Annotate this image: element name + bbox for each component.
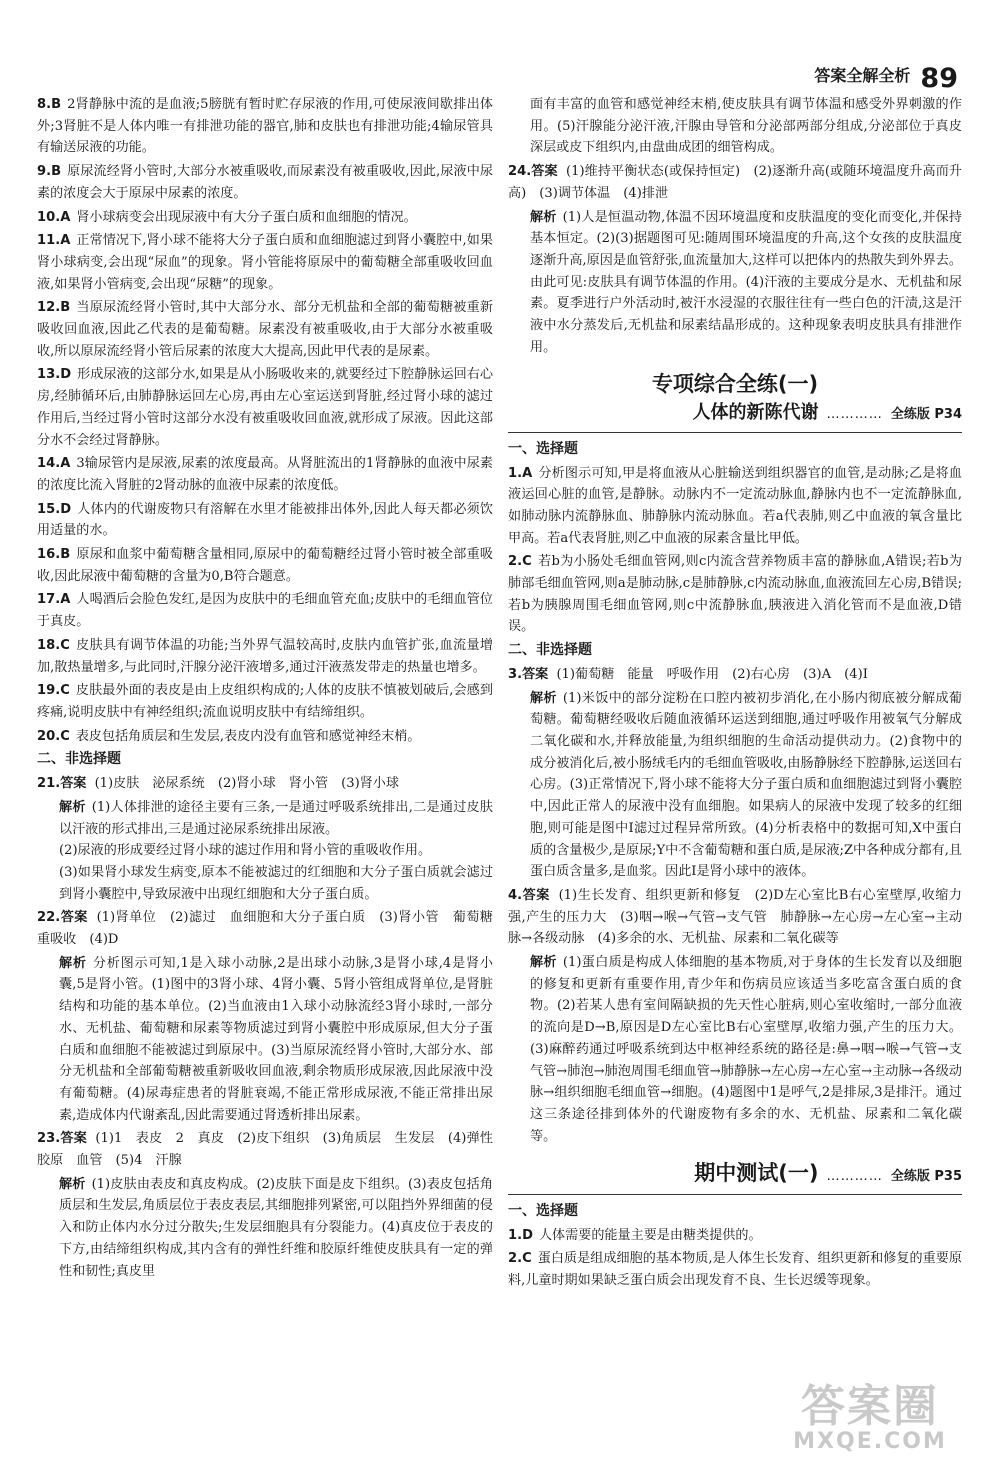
list-item <box>508 551 962 638</box>
question-number: 17.A <box>37 592 71 608</box>
special-practice-subtitle-row <box>508 402 962 426</box>
list-item <box>37 364 493 451</box>
explanation-label: 解析 <box>530 690 557 706</box>
question-number: 1.A <box>508 465 533 481</box>
explanation-label: 解析 <box>530 209 557 225</box>
explanation-label: 解析 <box>59 1176 86 1192</box>
question-number: 9.B <box>37 164 62 180</box>
q23-explanation: 解析 (1)皮肤由表皮和真皮构成。(2)皮肤下面是皮下组织。(3)表皮包括角质层和生发层,角质层位于表皮表层,其细胞排列紧密,可以阻挡外界细菌的侵入和防止体内水分过分散失;生发层细胞具有分裂能力。(4)真皮位于表皮的下方,由结缔组织构成,其内含有的弹性纤维和胶原纤维使皮肤具有一定的弹性和韧性;真皮里 <box>59 1176 493 1279</box>
page-header <box>814 52 958 92</box>
item-text: 原尿流经肾小管时,大部分水被重吸收,而尿素没有被重吸收,因此,尿液中尿素的浓度会大于原尿中尿素的浓度。 <box>37 164 493 201</box>
midterm-heading-row <box>508 1163 962 1188</box>
answer-label: 答案 <box>60 776 87 792</box>
midterm-title: 期中测试(一) <box>694 1161 819 1186</box>
q22-explanation: 解析 分析图示可知,1是入球小动脉,2是出球小动脉,3是肾小球,4是肾小囊,5是肾小管。(1)图中的3肾小球、4肾小囊、5肾小管组成肾单位,是肾脏结构和功能的基本单位。(2)当血液由1入球小动脉流经3肾小球时,一部分水、无机盐、葡萄糖和尿素等物质滤过到肾小囊腔中形成原尿,但大分子蛋白质和血细胞不能被滤过到原尿中。(3)当原尿流经肾小管时,大部分水、部分无机盐和全部葡萄糖被重新吸收回血液,剩余物质形成尿液,因此尿液中没有葡萄糖。(4)尿毒症患者的肾脏衰竭,不能正常形成尿液,不能正常排出尿素,造成体内代谢紊乱,因此需要通过肾透析排出尿素。 <box>59 955 493 1123</box>
question-number: 18.C <box>37 637 70 653</box>
list-item <box>508 463 962 550</box>
answer-label: 答案 <box>60 910 88 926</box>
answer-label: 答案 <box>522 887 550 903</box>
question-number: 8.B <box>37 97 62 112</box>
list-item <box>37 680 493 723</box>
list-item <box>37 453 493 496</box>
item-text: 当原尿流经肾小管时,其中大部分水、部分无机盐和全部的葡萄糖被重新吸收回血液,因此乙代表的是葡萄糖。尿素没有被重吸收,由于大部分水被重吸收,所以原尿流经肾小管后尿素的浓度大大提高,因此甲代表的是尿素。 <box>37 300 493 359</box>
page-reference: 全练版 P34 <box>890 407 962 423</box>
question-number: 11.A <box>37 233 71 249</box>
list-item <box>37 94 493 159</box>
item-text: 蛋白质是组成细胞的基本物质,是人体生长发育、组织更新和修复的重要原料,儿童时期如果缺乏蛋白质会出现发育不良、生长迟缓等现象。 <box>508 1251 962 1289</box>
question-number: 1.D <box>508 1227 533 1243</box>
answer-label: 答案 <box>531 164 558 180</box>
item-text: 原尿和血浆中葡萄糖含量相同,原尿中的葡萄糖经过肾小管时被全部重吸收,因此尿液中葡萄糖的含量为0,B符合题意。 <box>37 547 493 584</box>
item-text: 肾小球病变会出现尿液中有大分子蛋白质和血细胞的情况。 <box>76 209 417 225</box>
item-text: 正常情况下,肾小球不能将大分子蛋白质和血细胞滤过到肾小囊腔中,如果肾小球病变,会出现“尿血”的现象。肾小管能将原尿中的葡萄糖全部重吸收回血液,如果肾小管病变,会出现“尿糖”的现象。 <box>37 233 493 292</box>
item-text: 形成尿液的这部分水,如果是从小肠吸收来的,就要经过下腔静脉运回右心房,经肺循环后,由肺静脉运回左心房,再由左心室运送到肾脏,经过肾小球的滤过作用后,当经过肾小管时这部分水没有被重吸收回血液,就形成了尿液。因此这部分水不会经过肾静脉。 <box>37 367 493 448</box>
q21-answer: 21.答案 (1)皮肤 泌尿系统 (2)肾小球 肾小管 (3)肾小球 <box>37 776 399 792</box>
section-heading-nonchoice: 二、非选择题 <box>37 751 121 768</box>
leader-dots: ………… <box>826 1169 883 1185</box>
special-practice-subtitle: 人体的新陈代谢 <box>692 402 819 424</box>
list-item <box>37 589 493 632</box>
q24-explanation: 解析 (1)人是恒温动物,体温不因环境温度和皮肤温度的变化而变化,并保持基本恒定。(2)(3)据题图可见:随周围环境温度的升高,这个女孩的皮肤温度逐渐升高,原因是血管舒张,血流量加大,这样可以把体内的热散失到外界去。由此可见:皮肤具有调节体温的作用。(4)汗液的主要成分是水、无机盐和尿素。夏季进行户外活动时,被汗水浸湿的衣服往往有一些白色的汗渍,这是汗液中水分蒸发后,无机盐和尿素结晶形成的。这种现象表明皮肤具有排泄作用。 <box>530 209 963 355</box>
answer-label: 答案 <box>60 1131 88 1147</box>
special-q3-answer: 3.答案 (1)葡萄糖 能量 呼吸作用 (2)右心房 (3)A (4)Ⅰ <box>508 666 868 682</box>
list-item <box>37 161 493 204</box>
item-text: 人体内的代谢废物只有溶解在水里才能被排出体外,因此人每天都必须饮用适量的水。 <box>37 501 493 539</box>
question-number: 14.A <box>37 456 71 472</box>
list-item <box>508 1225 962 1247</box>
item-text: 分析图示可知,甲是将血液从心脏输送到组织器官的血管,是动脉;乙是将血液运回心脏的血管,是静脉。动脉内不一定流动脉血,静脉内也不一定流静脉血,如肺动脉内流静脉血、肺静脉内流动脉血。若a代表肺,则乙中血液的氧含量比甲高。若a代表肾脏,则乙中血液的尿素含量比甲低。 <box>508 465 962 546</box>
watermark-logo <box>780 1381 960 1455</box>
item-text: 皮肤具有调节体温的功能;当外界气温较高时,皮肤内血管扩张,血流量增加,散热量增多,与此同时,汗腺分泌汗液增多,通过汗液蒸发带走的热量也增多。 <box>37 637 493 675</box>
list-item <box>37 635 493 678</box>
special-choice-list <box>508 463 962 639</box>
right-column <box>508 94 962 1294</box>
question-number: 16.B <box>37 547 71 563</box>
section-heading-choice: 一、选择题 <box>508 440 578 457</box>
question-number: 2.C <box>508 1251 532 1267</box>
special-q3-explanation: 解析 (1)米饭中的部分淀粉在口腔内被初步消化,在小肠内彻底被分解成葡萄糖。葡萄糖经吸收后随血液循环运送到细胞,通过呼吸作用被氧气分解成二氧化碳和水,并释放能量,为组织细胞的生命活动提供动力。(2)食物中的成分被消化后,被小肠绒毛内的毛细血管吸收,由肠静脉经下腔静脉,运送回右心房。(3)正常情况下,肾小球不能将大分子蛋白质和血细胞滤过到肾小囊腔中,因此正常人的尿液中没有血细胞。如果病人的尿液中发现了较多的红细胞,则可能是图中Ⅰ滤过过程异常所致。(4)分析表格中的数据可知,X中蛋白质的含量极少,是原尿;Y中不含葡萄糖和蛋白质,是尿液;Z中各种成分都有,且蛋白质含量多,是血浆。因此Ⅰ是肾小球中的液体。 <box>530 690 963 880</box>
special-q4-answer: 4.答案 (1)生长发育、组织更新和修复 (2)D左心室比B右心室壁厚,收缩力强,产生的压力大 (3)咽→喉→气管→支气管 肺静脉→左心房→左心室→主动脉→各级动脉 (4)多余的水、无机盐、尿素和二氧化碳等 <box>508 887 962 947</box>
midterm-choice-list <box>508 1225 962 1292</box>
leader-dots: ………… <box>826 407 883 423</box>
question-number: 20.C <box>37 728 70 744</box>
special-practice-title: 专项综合全练(一) <box>651 372 819 397</box>
divider <box>508 432 962 433</box>
watermark-text: 答案圈 <box>801 1381 939 1432</box>
list-item <box>508 1248 962 1291</box>
watermark-url: MXQE.COM <box>793 1429 947 1454</box>
question-number: 19.C <box>37 683 70 699</box>
question-number: 12.B <box>37 300 71 316</box>
question-number: 13.D <box>37 367 72 383</box>
q24-answer: 24.答案 (1)维持平衡状态(或保持恒定) (2)逐渐升高(或随环境温度升高而升高) (3)调节体温 (4)排泄 <box>508 164 963 201</box>
q21-explanation: 解析 (1)人体排泄的途径主要有三条,一是通过呼吸系统排出,二是通过皮肤以汗液的形式排出,三是通过泌尿系统排出尿液。 (2)尿液的形成要经过肾小球的滤过作用和肾小管的重吸收作用。 (3)如果肾小球发生病变,原本不能被滤过的红细胞和大分子蛋白质就会滤过到肾小囊腔中,导致尿液中出现红细胞和大分子蛋白质。 <box>59 799 494 902</box>
explanation-label: 解析 <box>530 955 557 971</box>
item-text: 3输尿管内是尿液,尿素的浓度最高。从肾脏流出的1肾静脉的血液中尿素的浓度比流入肾脏的2肾动脉的血液中尿素的浓度低。 <box>37 456 493 493</box>
list-item <box>37 726 493 748</box>
q23-explanation-continued: 面有丰富的血管和感觉神经末梢,使皮肤具有调节体温和感受外界刺激的作用。(5)汗腺能分泌汗液,汗腺由导管和分泌部两部分组成,分泌部位于真皮深层或皮下组织内,由盘曲成团的细管构成。 <box>530 97 962 156</box>
q22-answer: 22.答案 (1)肾单位 (2)滤过 血细胞和大分子蛋白质 (3)肾小管 葡萄糖 重吸收 (4)D <box>37 910 507 948</box>
page-reference: 全练版 P35 <box>890 1169 962 1185</box>
list-item <box>37 230 493 295</box>
list-item <box>37 499 493 542</box>
explanation-label: 解析 <box>59 955 87 971</box>
item-text: 若b为小肠处毛细血管网,则c内流含营养物质丰富的静脉血,A错误;若b为肺部毛细血管网,则a是肺动脉,c是肺静脉,c内流动脉血,血液流回左心房,B错误;若b为胰腺周围毛细血管网,则c中流静脉血,胰液进入消化管而不是血液,D错误。 <box>508 554 962 635</box>
item-text: 人体需要的能量主要是由糖类提供的。 <box>538 1227 762 1243</box>
list-item <box>37 297 493 362</box>
section-heading-choice: 一、选择题 <box>508 1203 578 1220</box>
section-heading-nonchoice: 二、非选择题 <box>508 642 592 659</box>
page-number: 89 <box>920 63 958 94</box>
question-number: 15.D <box>37 501 72 517</box>
item-text: 表皮包括角质层和生发层,表皮内没有血管和感觉神经末梢。 <box>75 728 421 744</box>
list-item <box>37 544 493 587</box>
answer-label: 答案 <box>522 666 549 682</box>
question-number: 10.A <box>37 209 71 225</box>
divider <box>508 1194 962 1195</box>
left-column <box>37 94 507 1284</box>
header-title: 答案全解全析 <box>814 66 911 85</box>
item-text: 2肾静脉中流的是血液;5膀胱有暂时贮存尿液的作用,可使尿液间歇排出体外;3肾脏不是人体内唯一有排泄功能的器官,肺和皮肤也有排泄功能;4输尿管具有输送尿液的功能。 <box>37 97 493 156</box>
item-text: 皮肤最外面的表皮是由上皮组织构成的;人体的皮肤不慎被划破后,会感到疼痛,说明皮肤中有神经组织;流血说明皮肤中有结缔组织。 <box>37 683 493 720</box>
list-item <box>37 207 493 229</box>
explanation-label: 解析 <box>59 799 86 815</box>
q23-answer: 23.答案 (1)1 表皮 2 真皮 (2)皮下组织 (3)角质层 生发层 (4)弹性 胶原 血管 (5)4 汗腺 <box>37 1131 507 1169</box>
special-q4-explanation: 解析 (1)蛋白质是构成人体细胞的基本物质,对于身体的生长发育以及细胞的修复和更新有重要作用,青少年和伤病员应该适当多吃富含蛋白质的食物。(2)若某人患有室间隔缺损的先天性心脏病,则心室收缩时,一部分血液的流向是D→B,原因是D左心室比B右心室壁厚,收缩力强,产生的压力大。(3)麻醉药通过呼吸系统到达中枢神经系统的路径是:鼻→咽→喉→气管→支气管→肺泡→肺泡周围毛细血管→肺静脉→左心房→左心室→主动脉→各级动脉→组织细胞毛细血管→细胞。(4)题图中1是呼气,2是排尿,3是排汗。通过这三条途径排到体外的代谢废物有多余的水、无机盐、尿素和二氧化碳等。 <box>530 955 963 1144</box>
question-number: 2.C <box>508 554 532 570</box>
left-choice-list <box>37 94 493 747</box>
item-text: 人喝酒后会脸色发红,是因为皮肤中的毛细血管充血;皮肤中的毛细血管位于真皮。 <box>37 592 493 630</box>
